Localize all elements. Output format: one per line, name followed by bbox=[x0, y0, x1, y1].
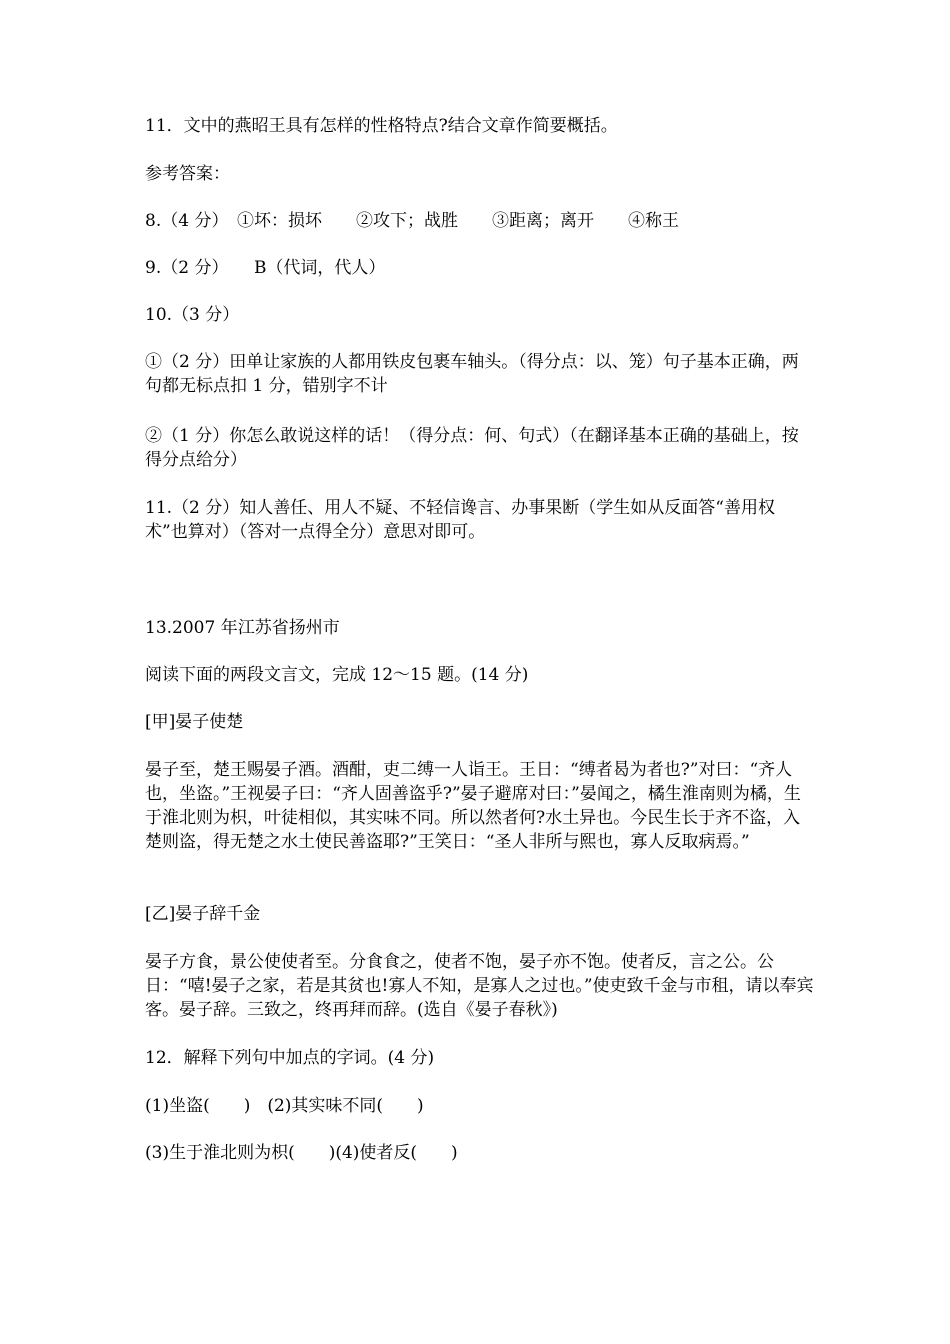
question-12-items-3-4: (3)生于淮北则为枳( )(4)使者反( ) bbox=[145, 1143, 458, 1163]
question-11: 11．文中的燕昭王具有怎样的性格特点?结合文章作简要概括。 bbox=[145, 116, 618, 136]
passage-a-title: [甲]晏子使楚 bbox=[145, 712, 244, 732]
passage-a-text: 晏子至，楚王赐晏子酒。酒酣，吏二缚一人诣王。王日：“缚者曷为者也?”对曰：“齐人也，坐盗。”王视晏子曰：“齐人固善盗乎?”晏子避席对曰：”晏闻之，橘生淮南则为橘，生于淮北则为枳，叶徒相似，其实味不同。所以然者何?水土异也。今民生长于齐不盗，入楚则盗，得无楚之水土使民善盗耶?”王笑日：“圣人非所与熙也，寡人反取病焉。” bbox=[145, 760, 801, 852]
answer-11: 11.（2 分）知人善任、用人不疑、不轻信谗言、办事果断（学生如从反面答“善用权术”也算对）（答对一点得全分）意思对即可。 bbox=[145, 498, 775, 542]
answer-9: 9.（2 分） B（代词，代人） bbox=[145, 258, 386, 278]
document-page bbox=[145, 0, 815, 1344]
question-12-items-1-2: (1)坐盗( ) (2)其实味不同( ) bbox=[145, 1096, 424, 1116]
answer-10: 10.（3 分） bbox=[145, 305, 240, 325]
passage-b-title: [乙]晏子辞千金 bbox=[145, 904, 261, 924]
answer-8: 8.（4 分） ①坏：损坏 ②攻下；战胜 ③距离；离开 ④称王 bbox=[145, 211, 679, 231]
reading-instruction: 阅读下面的两段文言文，完成 12～15 题。(14 分) bbox=[145, 665, 529, 685]
section-title: 13.2007 年江苏省扬州市 bbox=[145, 618, 340, 638]
passage-b-text: 晏子方食，景公使使者至。分食食之，使者不饱，晏子亦不饱。使者反，言之公。公日：“嘻!晏子之家，若是其贫也!寡人不知，是寡人之过也。”使吏致千金与市租，请以奉宾客。晏子辞。三致之，终再拜而辞。(选自《晏子春秋》) bbox=[145, 952, 814, 1020]
answers-heading: 参考答案： bbox=[145, 164, 230, 184]
question-12: 12．解释下列句中加点的字词。(4 分) bbox=[145, 1048, 435, 1068]
answer-10-part-1: ①（2 分）田单让家族的人都用铁皮包裹车轴头。（得分点：以、笼）句子基本正确，两句都无标点扣 1 分，错别字不计 bbox=[145, 352, 799, 396]
answer-10-part-2: ②（1 分）你怎么敢说这样的话！（得分点：何、句式）（在翻译基本正确的基础上，按得分点给分） bbox=[145, 426, 799, 470]
